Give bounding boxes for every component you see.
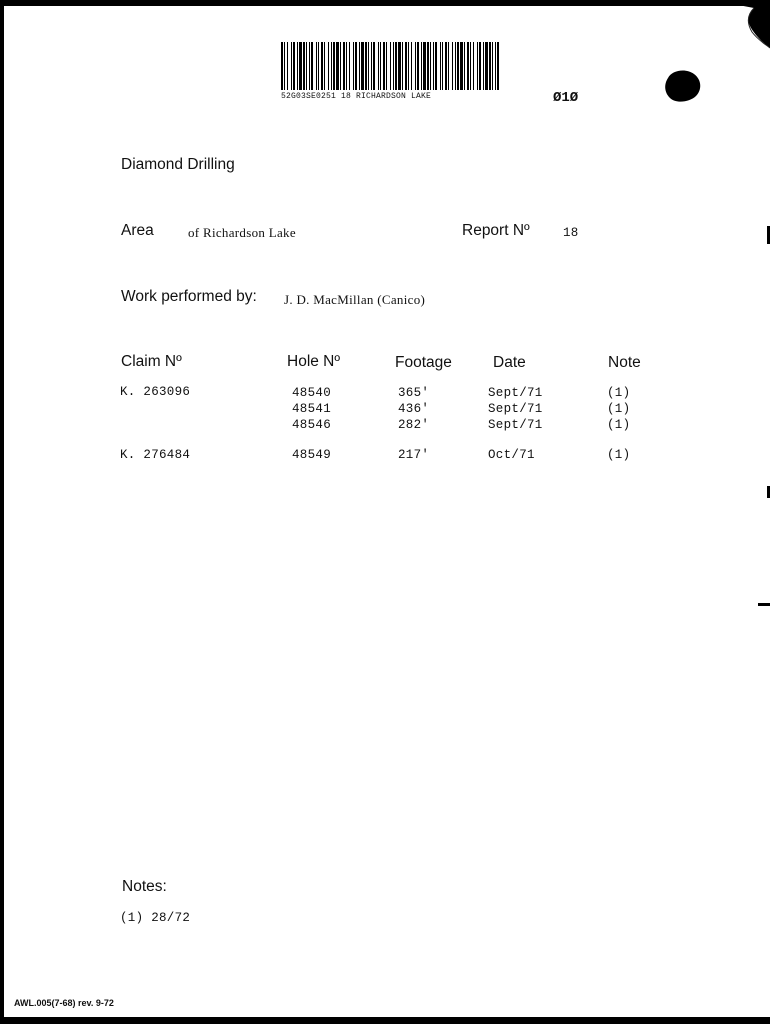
barcode-bar <box>427 42 429 90</box>
header-footage: Footage <box>395 354 452 371</box>
barcode-bar <box>316 42 317 90</box>
barcode-bar <box>368 42 369 90</box>
note-value: (1) <box>607 418 631 432</box>
barcode-bar <box>452 42 453 90</box>
header-note: Note <box>608 354 641 371</box>
footage-value: 365' <box>398 386 430 400</box>
barcode-bar <box>440 42 441 90</box>
barcode-bar <box>497 42 499 90</box>
footage-value: 217' <box>398 448 430 462</box>
barcode-bar <box>386 42 387 90</box>
barcode-bar <box>470 42 471 90</box>
footage-value: 436' <box>398 402 430 416</box>
barcode-bar <box>303 42 305 90</box>
note-value: (1) <box>607 448 631 462</box>
barcode-bar <box>479 42 481 90</box>
barcode-bar <box>309 42 310 90</box>
barcode-bar <box>340 42 341 90</box>
barcode-bar <box>373 42 375 90</box>
barcode-bar <box>328 42 329 90</box>
barcode-bar <box>402 42 403 90</box>
barcode-bar <box>343 42 345 90</box>
date-value: Sept/71 <box>488 402 543 416</box>
footage-column <box>398 385 429 433</box>
barcode-bar <box>460 42 463 90</box>
barcode-bar <box>485 42 488 90</box>
barcode-bar <box>455 42 456 90</box>
barcode-bar <box>306 42 307 90</box>
hole-number: 48546 <box>292 418 332 432</box>
barcode-bar <box>359 42 360 90</box>
hole-number: 48541 <box>292 402 332 416</box>
barcode-bar <box>492 42 493 90</box>
barcode-bar <box>464 42 465 90</box>
barcode-bar <box>405 42 407 90</box>
barcode-bar <box>395 42 397 90</box>
scan-border-top <box>0 0 770 6</box>
barcode-bar <box>489 42 491 90</box>
barcode-bar <box>415 42 416 90</box>
barcode-bar <box>383 42 385 90</box>
work-performed-label: Work performed by: <box>121 288 257 305</box>
report-number: 18 <box>563 226 579 240</box>
barcode-bar <box>457 42 459 90</box>
barcode-bar <box>284 42 285 90</box>
barcode-bar <box>336 42 339 90</box>
date-value: Sept/71 <box>488 386 543 400</box>
barcode-bar <box>448 42 449 90</box>
scan-edge-mark <box>758 603 770 606</box>
date-value: Sept/71 <box>488 418 543 432</box>
barcode-bar <box>299 42 302 90</box>
barcode-bar <box>390 42 391 90</box>
barcode-bar <box>311 42 313 90</box>
hole-number: 48540 <box>292 386 332 400</box>
barcode-bar <box>287 42 288 90</box>
document-title: Diamond Drilling <box>121 156 235 173</box>
barcode-bar <box>423 42 426 90</box>
barcode-bar <box>495 42 496 90</box>
barcode-bar <box>398 42 401 90</box>
barcode-bar <box>417 42 419 90</box>
scan-border-left <box>0 0 4 1024</box>
date-value: Oct/71 <box>488 448 535 462</box>
barcode-bar <box>321 42 323 90</box>
footage-value: 282' <box>398 418 430 432</box>
barcode-bar <box>445 42 447 90</box>
barcode-bar <box>355 42 357 90</box>
barcode-bar <box>483 42 484 90</box>
barcode-bar <box>378 42 379 90</box>
barcode-bar <box>293 42 295 90</box>
barcode-bar <box>430 42 431 90</box>
barcode-bar <box>318 42 319 90</box>
barcode-bar <box>353 42 354 90</box>
note-value: (1) <box>607 402 631 416</box>
work-performed-value: J. D. MacMillan (Canico) <box>284 292 426 307</box>
header-claim: Claim Nº <box>121 353 182 370</box>
barcode-bar <box>346 42 347 90</box>
barcode-bar <box>361 42 364 90</box>
barcode-bar <box>324 42 325 90</box>
hole-number: 48549 <box>292 448 332 462</box>
scan-border-bottom <box>0 1017 770 1024</box>
area-label: Area <box>121 222 154 239</box>
sheet-code: Ø1Ø <box>553 90 579 106</box>
notes-label: Notes: <box>122 878 167 895</box>
form-code: AWL.005(7-68) rev. 9-72 <box>14 998 114 1008</box>
note-column <box>607 385 630 433</box>
barcode-bar <box>380 42 381 90</box>
note-entry: (1) 28/72 <box>120 911 191 925</box>
barcode-bar <box>331 42 332 90</box>
barcode-bar <box>408 42 409 90</box>
barcode-bar <box>433 42 434 90</box>
header-hole: Hole Nº <box>287 353 341 370</box>
barcode-bar <box>365 42 367 90</box>
claim-number: K. 263096 <box>120 385 191 399</box>
barcode-bar <box>442 42 443 90</box>
header-date: Date <box>493 354 526 371</box>
page-curl-mark <box>710 0 770 70</box>
date-column <box>488 385 543 433</box>
hole-numbers-column <box>292 385 331 433</box>
area-value: of Richardson Lake <box>188 225 296 240</box>
barcode <box>281 42 499 90</box>
barcode-bar <box>349 42 350 90</box>
barcode-bar <box>333 42 335 90</box>
barcode-bar <box>411 42 412 90</box>
barcode-bar <box>281 42 283 90</box>
barcode-bar <box>291 42 292 90</box>
claim-number: K. 276484 <box>120 448 191 462</box>
barcode-bar <box>371 42 372 90</box>
barcode-caption: 52G03SE0251 18 RICHARDSON LAKE <box>281 92 432 101</box>
barcode-bar <box>421 42 422 90</box>
barcode-bar <box>467 42 469 90</box>
note-value: (1) <box>607 386 631 400</box>
barcode-bar <box>297 42 298 90</box>
barcode-bar <box>435 42 437 90</box>
barcode-bar <box>477 42 478 90</box>
barcode-bar <box>473 42 474 90</box>
report-label: Report Nº <box>462 222 530 239</box>
barcode-bar <box>393 42 394 90</box>
ink-blot <box>662 68 702 104</box>
